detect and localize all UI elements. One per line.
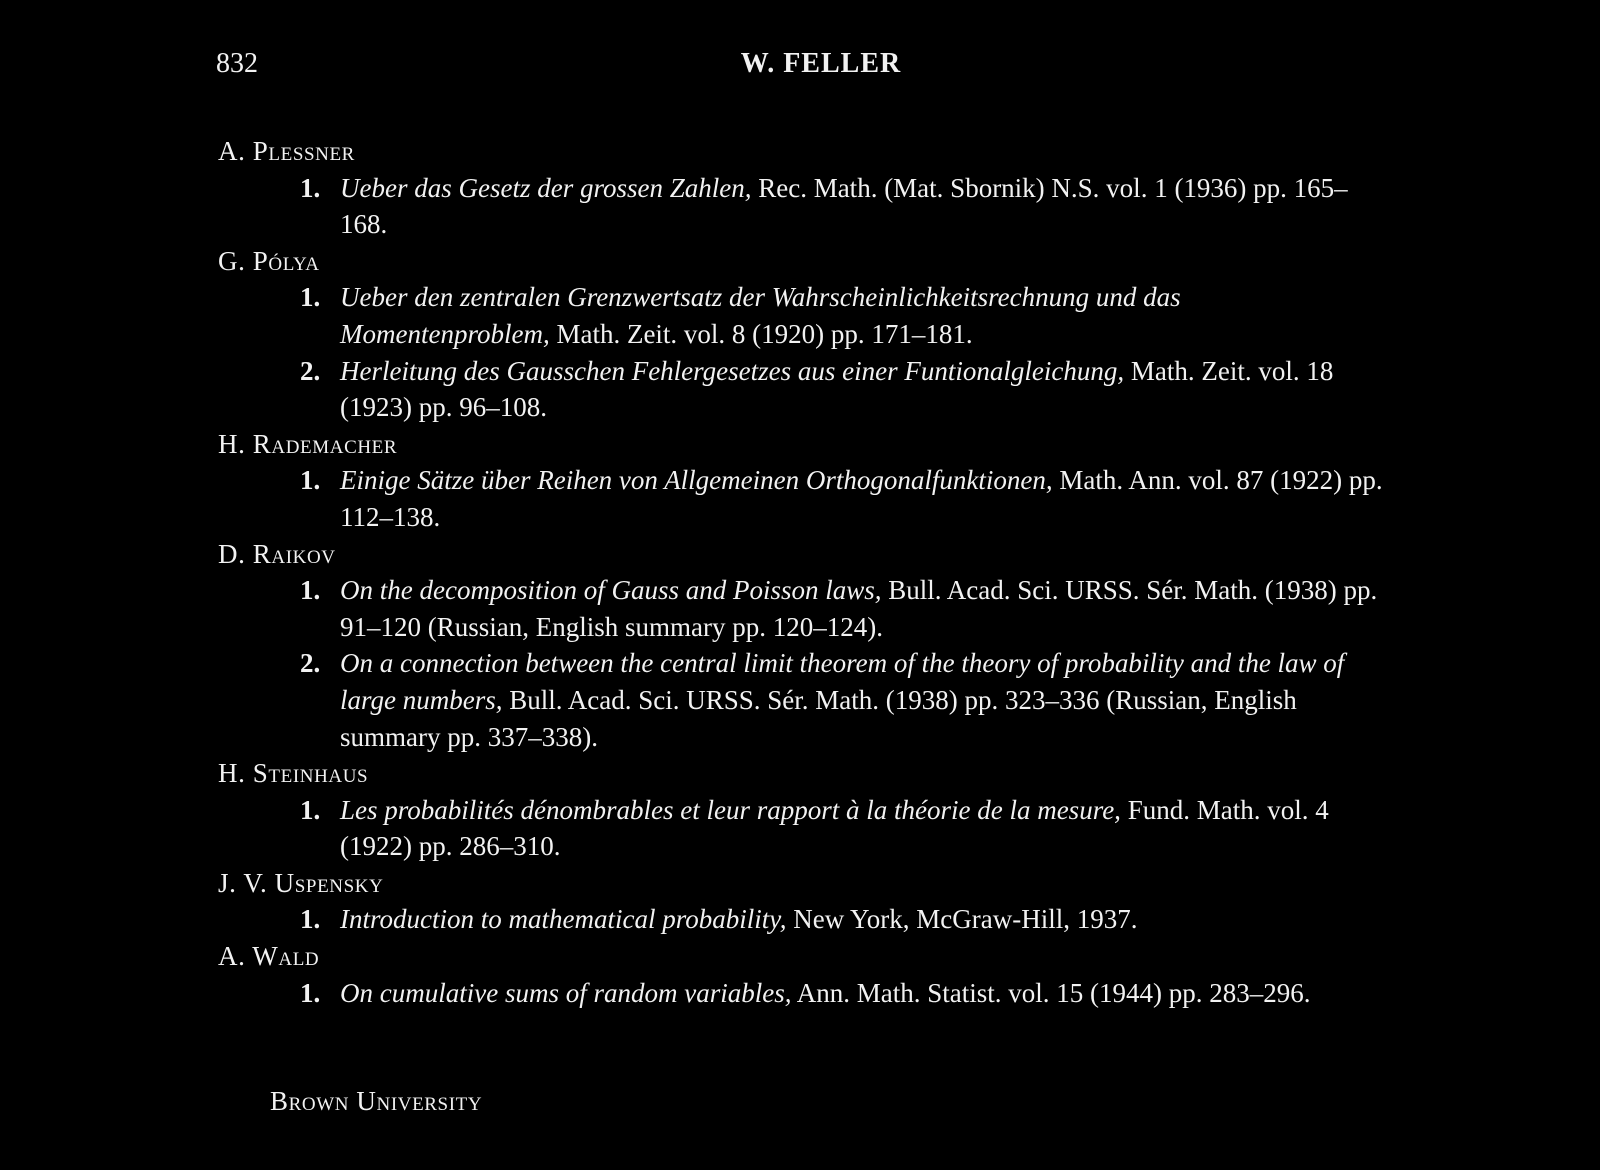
reference-author: D. Raikov bbox=[218, 538, 336, 569]
reference-entry bbox=[218, 279, 1398, 352]
reference-number: 1. bbox=[300, 977, 321, 1008]
reference-number: 1. bbox=[300, 465, 321, 496]
reference-number: 2. bbox=[300, 355, 321, 386]
reference-citation: Bull. Acad. Sci. URSS. Sér. Math. (1938) pp. 323–336 (Russian, English summary pp. 337–338). bbox=[340, 684, 1297, 752]
reference-title: Ueber den zentralen Grenzwertsatz der Wahrscheinlichkeitsrechnung und das Momentenproblem, bbox=[340, 282, 1181, 349]
affiliation: Brown University bbox=[270, 1086, 483, 1116]
reference-entry bbox=[218, 170, 1398, 243]
reference-number: 1. bbox=[300, 172, 321, 203]
reference-number: 2. bbox=[300, 648, 321, 679]
reference-citation: Fund. Math. vol. 4 (1922) pp. 286–310. bbox=[340, 794, 1329, 862]
reference-title: On a connection between the central limit theorem of the theory of probability and the law of large numbers, bbox=[340, 648, 1345, 715]
reference-title: Einige Sätze über Reihen von Allgemeinen Orthogonalfunktionen, bbox=[340, 465, 1053, 496]
reference-title: Les probabilités dénombrables et leur rapport à la théorie de la mesure, bbox=[340, 794, 1121, 825]
reference-title: Ueber das Gesetz der grossen Zahlen, bbox=[340, 172, 752, 203]
reference-title: Introduction to mathematical probability, bbox=[340, 904, 787, 935]
reference-citation: Ann. Math. Statist. vol. 15 (1944) pp. 283–296. bbox=[791, 977, 1311, 1008]
reference-citation: Math. Ann. vol. 87 (1922) pp. 112–138. bbox=[340, 465, 1383, 532]
reference-number: 1. bbox=[300, 904, 321, 935]
page-number: 832 bbox=[216, 48, 258, 79]
reference-entry bbox=[218, 901, 1398, 938]
reference-author: H. Rademacher bbox=[218, 428, 398, 459]
reference-entry bbox=[218, 792, 1398, 865]
reference-author: A. Plessner bbox=[218, 136, 355, 166]
reference-title: On cumulative sums of random variables, bbox=[340, 977, 792, 1008]
reference-entry bbox=[218, 572, 1398, 645]
reference-entry bbox=[218, 462, 1398, 535]
reference-citation: Rec. Math. (Mat. Sbornik) N.S. vol. 1 (1936) pp. 165–168. bbox=[340, 172, 1348, 240]
reference-citation: Math. Zeit. vol. 8 (1920) pp. 171–181. bbox=[549, 318, 973, 349]
reference-citation: New York, McGraw-Hill, 1937. bbox=[786, 904, 1138, 935]
reference-author: H. Steinhaus bbox=[218, 758, 369, 789]
reference-title: On the decomposition of Gauss and Poisson laws, bbox=[340, 575, 882, 606]
reference-number: 1. bbox=[300, 282, 321, 313]
running-title: W. FELLER bbox=[740, 48, 902, 79]
page-header bbox=[216, 48, 1396, 88]
reference-author: G. Pólya bbox=[218, 245, 320, 276]
reference-number: 1. bbox=[300, 794, 321, 825]
reference-entry bbox=[218, 975, 1398, 1012]
reference-list bbox=[218, 133, 1398, 1011]
reference-citation: Bull. Acad. Sci. URSS. Sér. Math. (1938) pp. 91–120 (Russian, English summary pp. 120–124). bbox=[340, 575, 1378, 642]
reference-entry bbox=[218, 645, 1398, 755]
reference-entry bbox=[218, 353, 1398, 426]
reference-title: Herleitung des Gausschen Fehlergesetzes aus einer Funtionalgleichung, bbox=[340, 355, 1125, 386]
reference-author: J. V. Uspensky bbox=[218, 867, 384, 898]
reference-citation: Math. Zeit. vol. 18 (1923) pp. 96–108. bbox=[340, 355, 1334, 423]
reference-author: A. Wald bbox=[218, 941, 320, 972]
reference-number: 1. bbox=[300, 575, 321, 606]
